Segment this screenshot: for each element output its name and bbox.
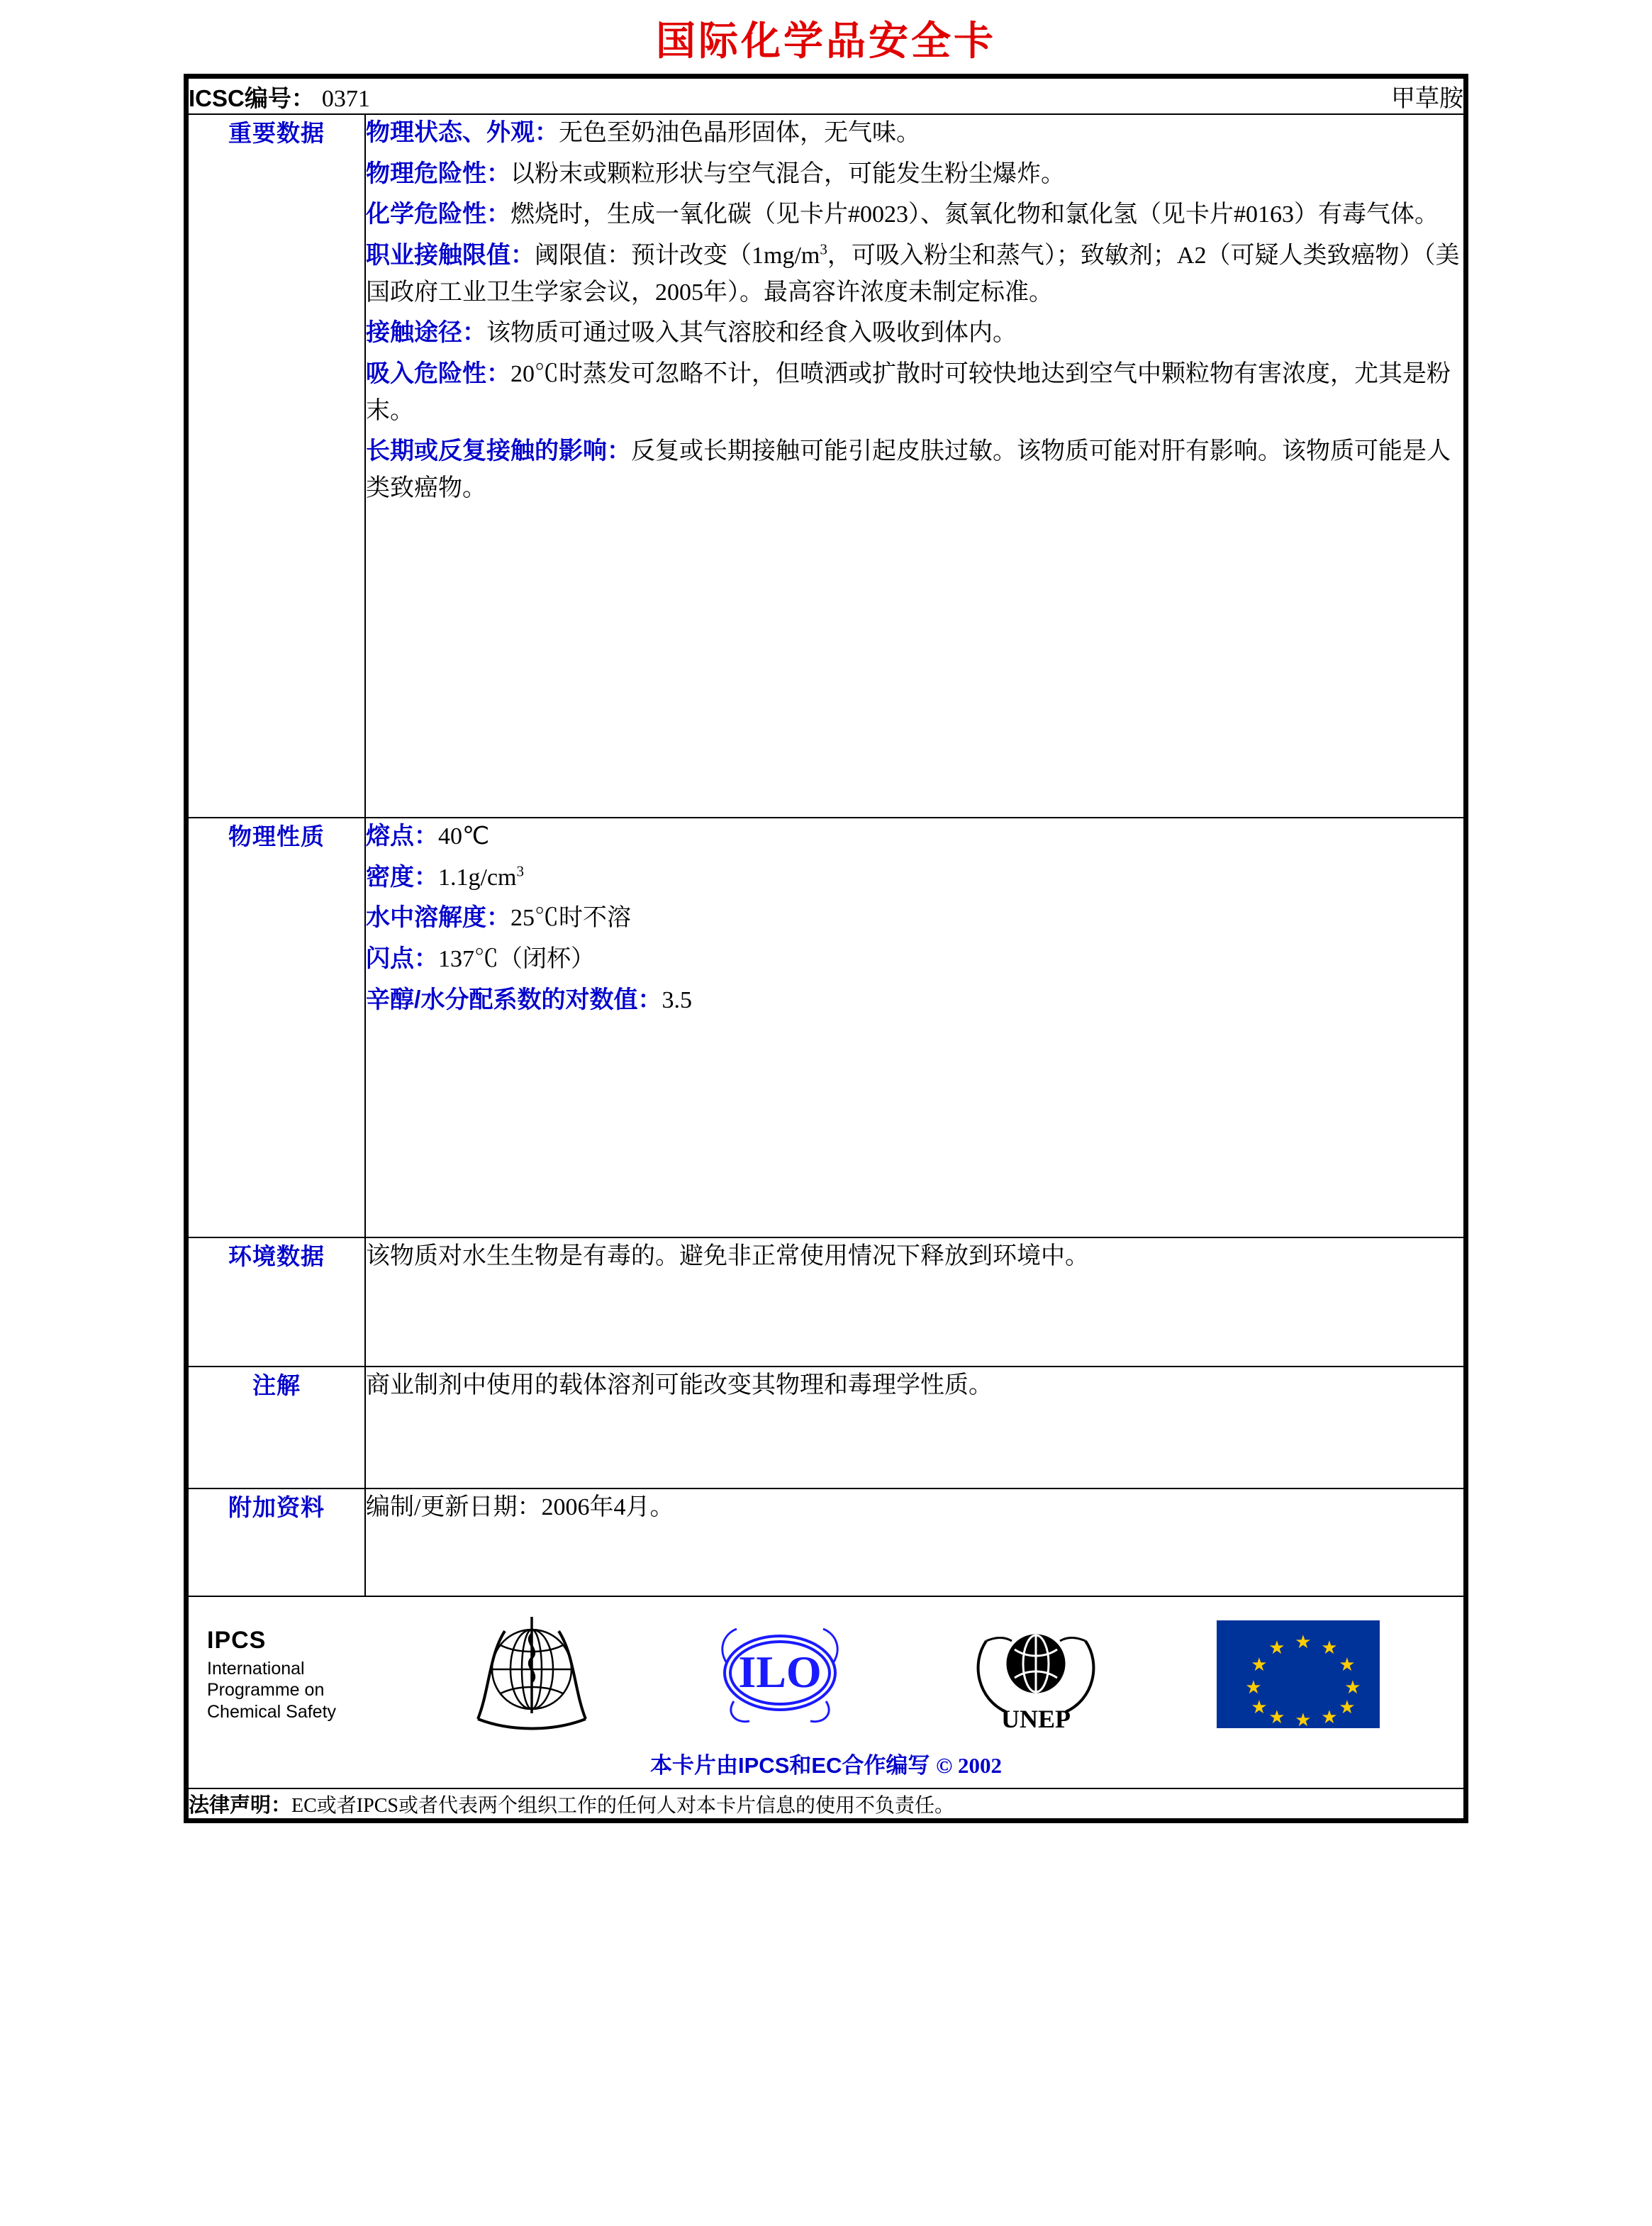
data-term: 密度： (366, 863, 438, 891)
data-line (366, 196, 1463, 233)
section-label-physical-properties: 物理性质 (188, 818, 365, 1237)
ipcs-wordmark (196, 1626, 413, 1723)
data-term: 物理危险性： (366, 160, 510, 187)
card-header-row (188, 78, 1464, 114)
data-line (366, 900, 1463, 937)
section-row-physical-properties (188, 818, 1464, 1237)
section-label-notes: 注解 (188, 1367, 365, 1488)
data-text: 反复或长期接触可能引起皮肤过敏。该物质可能对肝有影响。该物质可能是人类致癌物。 (366, 438, 1451, 502)
data-text: 编制/更新日期：2006年4月。 (366, 1494, 674, 1520)
section-label-environmental-data: 环境数据 (188, 1237, 365, 1367)
section-row-environmental-data (188, 1237, 1464, 1367)
card-header-cell (188, 78, 1464, 114)
section-content-additional-info (365, 1488, 1464, 1596)
data-text: 20℃时蒸发可忽略不计，但喷洒或扩散时可较快地达到空气中颗粒物有害浓度，尤其是粉末。 (366, 361, 1451, 424)
footer-row (188, 1596, 1464, 1788)
data-line (366, 433, 1463, 506)
data-line (366, 115, 1463, 152)
ipcs-line-1: International (207, 1658, 305, 1679)
section-content-notes (365, 1367, 1464, 1488)
data-term: 水中溶解度： (366, 904, 510, 932)
logo-group (413, 1613, 1456, 1737)
credit-line (189, 1744, 1463, 1788)
icsc-number-block (189, 80, 370, 113)
footer-cell (188, 1596, 1464, 1788)
icsc-number-label: ICSC编号： (189, 85, 315, 111)
ilo-logo (705, 1616, 854, 1733)
data-text: 阈限值：预计改变（$1mg/m^3$，可吸入粉尘和蒸气）；致敏剂；A2（可疑人类致癌物）（美国政府工业卫生学家会议，2005年）。最高容许浓度未制定标准。 (366, 240, 1460, 306)
substance-name: 甲草胺 (1391, 86, 1463, 112)
ipcs-line-2: Programme on (207, 1680, 325, 1701)
data-term: 长期或反复接触的影响： (366, 438, 631, 465)
legal-cell (188, 1788, 1464, 1819)
data-text: 商业制剂中使用的载体溶剂可能改变其物理和毒理学性质。 (366, 1372, 993, 1398)
data-term: 吸入危险性： (366, 360, 510, 388)
svg-text:ILO: ILO (738, 1646, 822, 1697)
data-line (366, 941, 1463, 978)
ipcs-acronym: IPCS (207, 1626, 267, 1654)
data-text: 25℃时不溶 (510, 905, 631, 932)
svg-text:UNEP: UNEP (1000, 1704, 1071, 1733)
data-text: 无色至奶油色晶形固体，无气味。 (559, 120, 920, 146)
data-term: 接触途径： (366, 319, 486, 347)
section-content-environmental-data (365, 1237, 1464, 1367)
section-content-important-data (365, 114, 1464, 818)
legal-label: 法律声明： (189, 1794, 292, 1817)
logo-row (189, 1597, 1463, 1744)
data-term: 化学危险性： (366, 201, 510, 228)
data-line (366, 156, 1463, 193)
data-text: $1.1g/cm^3$ (438, 862, 525, 891)
data-term: 职业接触限值： (366, 242, 535, 269)
who-logo (468, 1613, 596, 1737)
data-line (366, 1238, 1463, 1275)
data-line (366, 1367, 1463, 1404)
data-line (366, 982, 1463, 1019)
eu-flag: ★ ★ ★ ★ ★ ★ ★ ★ ★ ★ ★ ★ (1217, 1620, 1380, 1728)
data-line (366, 859, 1463, 896)
data-text: 137℃（闭杯） (438, 946, 595, 973)
data-text: 3.5 (662, 986, 692, 1013)
data-text: 该物质可通过吸入其气溶胶和经食入吸收到体内。 (486, 320, 1017, 347)
unep-logo (965, 1613, 1107, 1737)
data-text: 燃烧时，生成一氧化碳（见卡片#0023）、氮氧化物和氯化氢（见卡片#0163）有毒气体。 (510, 201, 1439, 228)
icsc-number-value: 0371 (321, 86, 370, 112)
ipcs-line-3: Chemical Safety (207, 1701, 337, 1722)
data-text: 以粉末或颗粒形状与空气混合，可能发生粉尘爆炸。 (510, 160, 1065, 187)
section-content-physical-properties (365, 818, 1464, 1237)
section-label-important-data: 重要数据 (188, 114, 365, 818)
data-term: 辛醇/水分配系数的对数值： (366, 986, 662, 1013)
section-row-important-data (188, 114, 1464, 818)
legal-text: EC或者IPCS或者代表两个组织工作的任何人对本卡片信息的使用不负责任。 (291, 1795, 954, 1817)
credit-text: 本卡片由IPCS和EC合作编写 (650, 1753, 930, 1778)
data-line (366, 818, 1463, 855)
data-line (366, 315, 1463, 352)
page-title: 国际化学品安全卡 (656, 18, 996, 63)
data-text: 40℃ (438, 823, 490, 850)
data-term: 闪点： (366, 945, 438, 973)
card-body (184, 74, 1468, 1823)
data-text: 该物质对水生生物是有毒的。避免非正常使用情况下释放到环境中。 (366, 1243, 1089, 1269)
data-line (366, 238, 1463, 311)
data-line (366, 356, 1463, 429)
copyright-text: © 2002 (936, 1753, 1002, 1778)
data-term: 物理状态、外观： (366, 119, 559, 146)
section-row-notes (188, 1367, 1464, 1488)
section-label-additional-info: 附加资料 (188, 1488, 365, 1596)
card-table (187, 77, 1465, 1820)
data-line (366, 1489, 1463, 1526)
data-term: 熔点： (366, 823, 438, 850)
legal-row (188, 1788, 1464, 1819)
section-row-additional-info (188, 1488, 1464, 1596)
